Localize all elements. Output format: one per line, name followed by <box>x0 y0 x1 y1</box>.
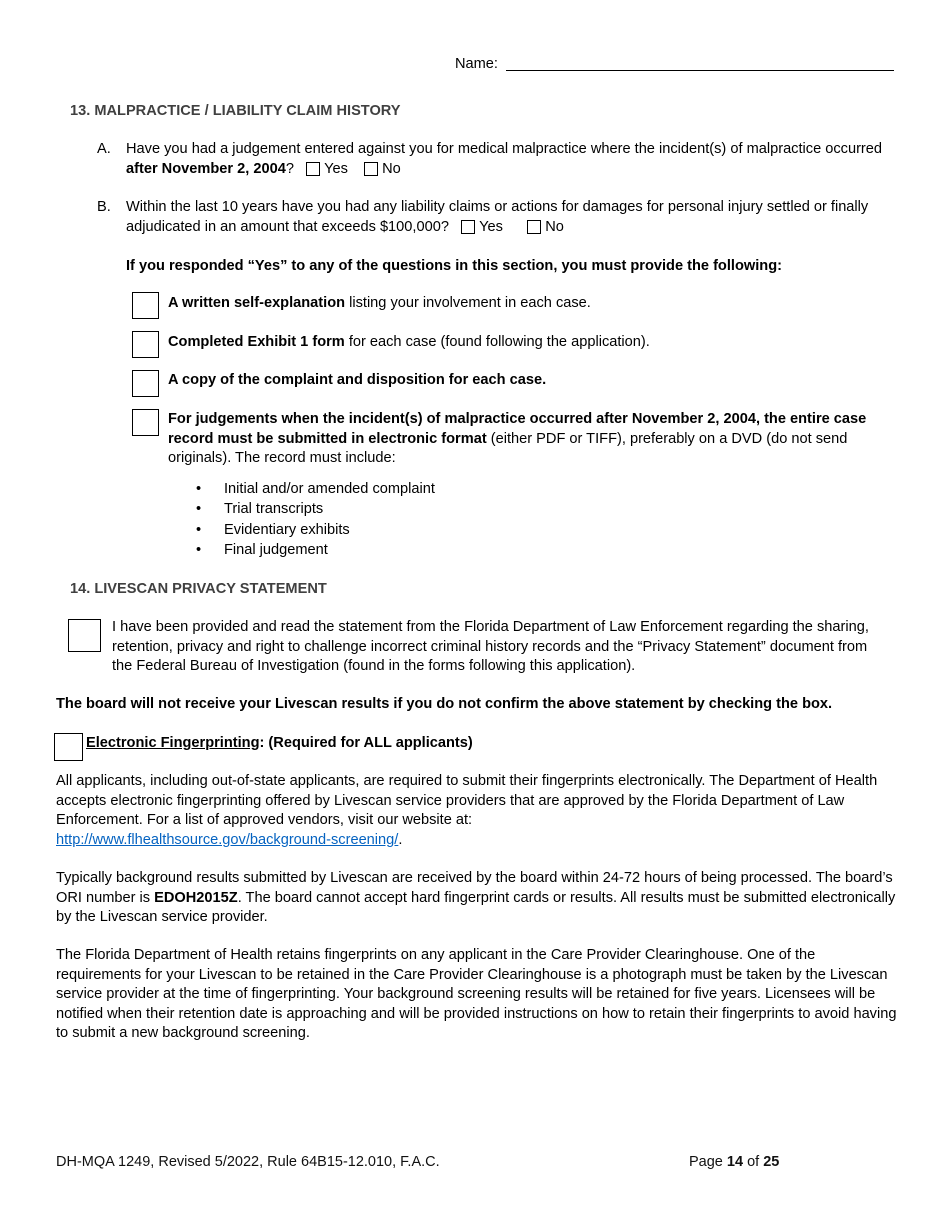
of-word: of <box>747 1154 760 1170</box>
privacy-statement-text: I have been provided and read the statement from the Florida Department of Law Enforcement regarding the sharing, retention, privacy and right to challenge incorrect criminal history records and the “Privacy Statement” document from the Federal Bureau of Investigation (found in the forms following this application). <box>112 619 869 674</box>
paragraph-3: The Florida Department of Health retains fingerprints on any applicant in the Care Provider Clearinghouse. One of the requirements for your Livescan to be retained in the Care Provider Clearinghouse is a photograph must be taken by the Livescan service provider at the time of fingerprinting. Your background screening results will be retained for five years. Licensees will be notified when their retention date is approaching and will be provided instructions on how to retain their fingerprints to avoid having to submit a new background screening. <box>56 947 897 1041</box>
background-screening-link[interactable]: http://www.flhealthsource.gov/background-screening/ <box>56 831 399 848</box>
yes-label: Yes <box>324 160 348 177</box>
item-4 <box>168 410 898 469</box>
footer-form-id: DH-MQA 1249, Revised 5/2022, Rule 64B15-12.010, F.A.C. <box>56 1154 440 1170</box>
item-4-checkbox[interactable] <box>132 409 159 436</box>
item-text: (either PDF or TIFF), preferably on a DVD (do not send originals). The record must include: <box>168 430 848 466</box>
list-item: • Initial and/or amended complaint <box>224 480 435 500</box>
name-line[interactable] <box>506 70 894 71</box>
item-3-checkbox[interactable] <box>132 370 159 397</box>
item-bold: A written self-explanation <box>168 295 346 311</box>
item-text: for each case (found following the application). <box>344 334 650 350</box>
section-14-title: 14. LIVESCAN PRIVACY STATEMENT <box>70 581 327 597</box>
no-label: No <box>382 160 401 177</box>
fingerprinting-heading <box>86 734 473 754</box>
item-2 <box>168 333 650 353</box>
item-1 <box>168 294 591 314</box>
list-item: • Trial transcripts <box>224 500 435 520</box>
question-a <box>126 140 886 179</box>
item-1-checkbox[interactable] <box>132 292 159 319</box>
record-requirements-list <box>224 480 435 561</box>
paragraph-2 <box>56 869 898 928</box>
instruction-text: If you responded “Yes” to any of the questions in this section, you must provide the following: <box>126 258 782 274</box>
paragraph-text: . The board cannot accept hard fingerprint cards or results. All results must be submitted electronically by the Livescan service provider. <box>56 889 896 925</box>
privacy-statement-checkbox[interactable] <box>68 619 101 652</box>
item-bold: For judgements when the incident(s) of malpractice occurred after November 2, 2004, the entire case record must be submitted in electronic format <box>168 411 867 447</box>
ori-number: EDOH2015Z <box>154 889 238 906</box>
no-label: No <box>545 218 564 235</box>
fingerprinting-label: Electronic Fingerprinting <box>86 735 260 751</box>
livescan-warning: The board will not receive your Livescan results if you do not confirm the above statement by checking the box. <box>56 696 833 712</box>
item-3 <box>168 371 546 391</box>
list-item: • Evidentiary exhibits <box>224 521 435 541</box>
question-b-yes-checkbox[interactable] <box>461 220 475 234</box>
paragraph-text: Typically background results submitted by Livescan are received by the board within 24-72 hours of being processed. The board’s ORI number is <box>56 870 893 906</box>
list-item: • Final judgement <box>224 541 435 561</box>
question-a-mark: ? <box>285 160 294 177</box>
paragraph-text: All applicants, including out-of-state applicants, are required to submit their fingerprints electronically. The Department of Health accepts electronic fingerprinting offered by Livescan service providers that are approved by the Florida Department of Law Enforcement. For a list of approved vendors, visit our website at: <box>56 773 878 828</box>
item-bold: Completed Exhibit 1 form <box>168 334 345 350</box>
name-field[interactable] <box>455 55 894 75</box>
yes-label: Yes <box>479 218 503 235</box>
page-word: Page <box>689 1154 723 1170</box>
question-b-marker: B. <box>97 199 111 215</box>
question-a-marker: A. <box>97 141 111 157</box>
question-b-text: Within the last 10 years have you had any liability claims or actions for damages for personal injury settled or finally adjudicated in an amount that exceeds $100,000? <box>126 199 869 235</box>
item-text: listing your involvement in each case. <box>345 295 591 311</box>
fingerprinting-requirement: : (Required for ALL applicants) <box>259 735 473 751</box>
fingerprinting-checkbox[interactable] <box>54 733 83 761</box>
question-a-yes-checkbox[interactable] <box>306 162 320 176</box>
question-a-text: Have you had a judgement entered against you for medical malpractice where the incident(s) of malpractice occurred <box>126 141 883 157</box>
question-b-no-checkbox[interactable] <box>527 220 541 234</box>
paragraph-1: All applicants, including out-of-state applicants, are required to submit their fingerprints electronically. The Department of Health accepts electronic fingerprinting offered by Livescan service providers that are approved by the Florida Department of Law Enforcement. For a list of approved vendors, visit our website at: http://www.flhealthsource.gov/background-screening/. <box>56 773 878 848</box>
current-page: 14 <box>726 1154 744 1170</box>
page-number <box>689 1153 779 1173</box>
section-13-title: 13. MALPRACTICE / LIABILITY CLAIM HISTORY <box>70 103 401 119</box>
name-label: Name: <box>455 56 498 72</box>
item-bold: A copy of the complaint and disposition for each case. <box>168 372 547 388</box>
question-a-date: after November 2, 2004 <box>126 160 286 177</box>
question-a-no-checkbox[interactable] <box>364 162 378 176</box>
item-2-checkbox[interactable] <box>132 331 159 358</box>
question-b <box>126 198 886 237</box>
total-pages: 25 <box>763 1154 780 1170</box>
